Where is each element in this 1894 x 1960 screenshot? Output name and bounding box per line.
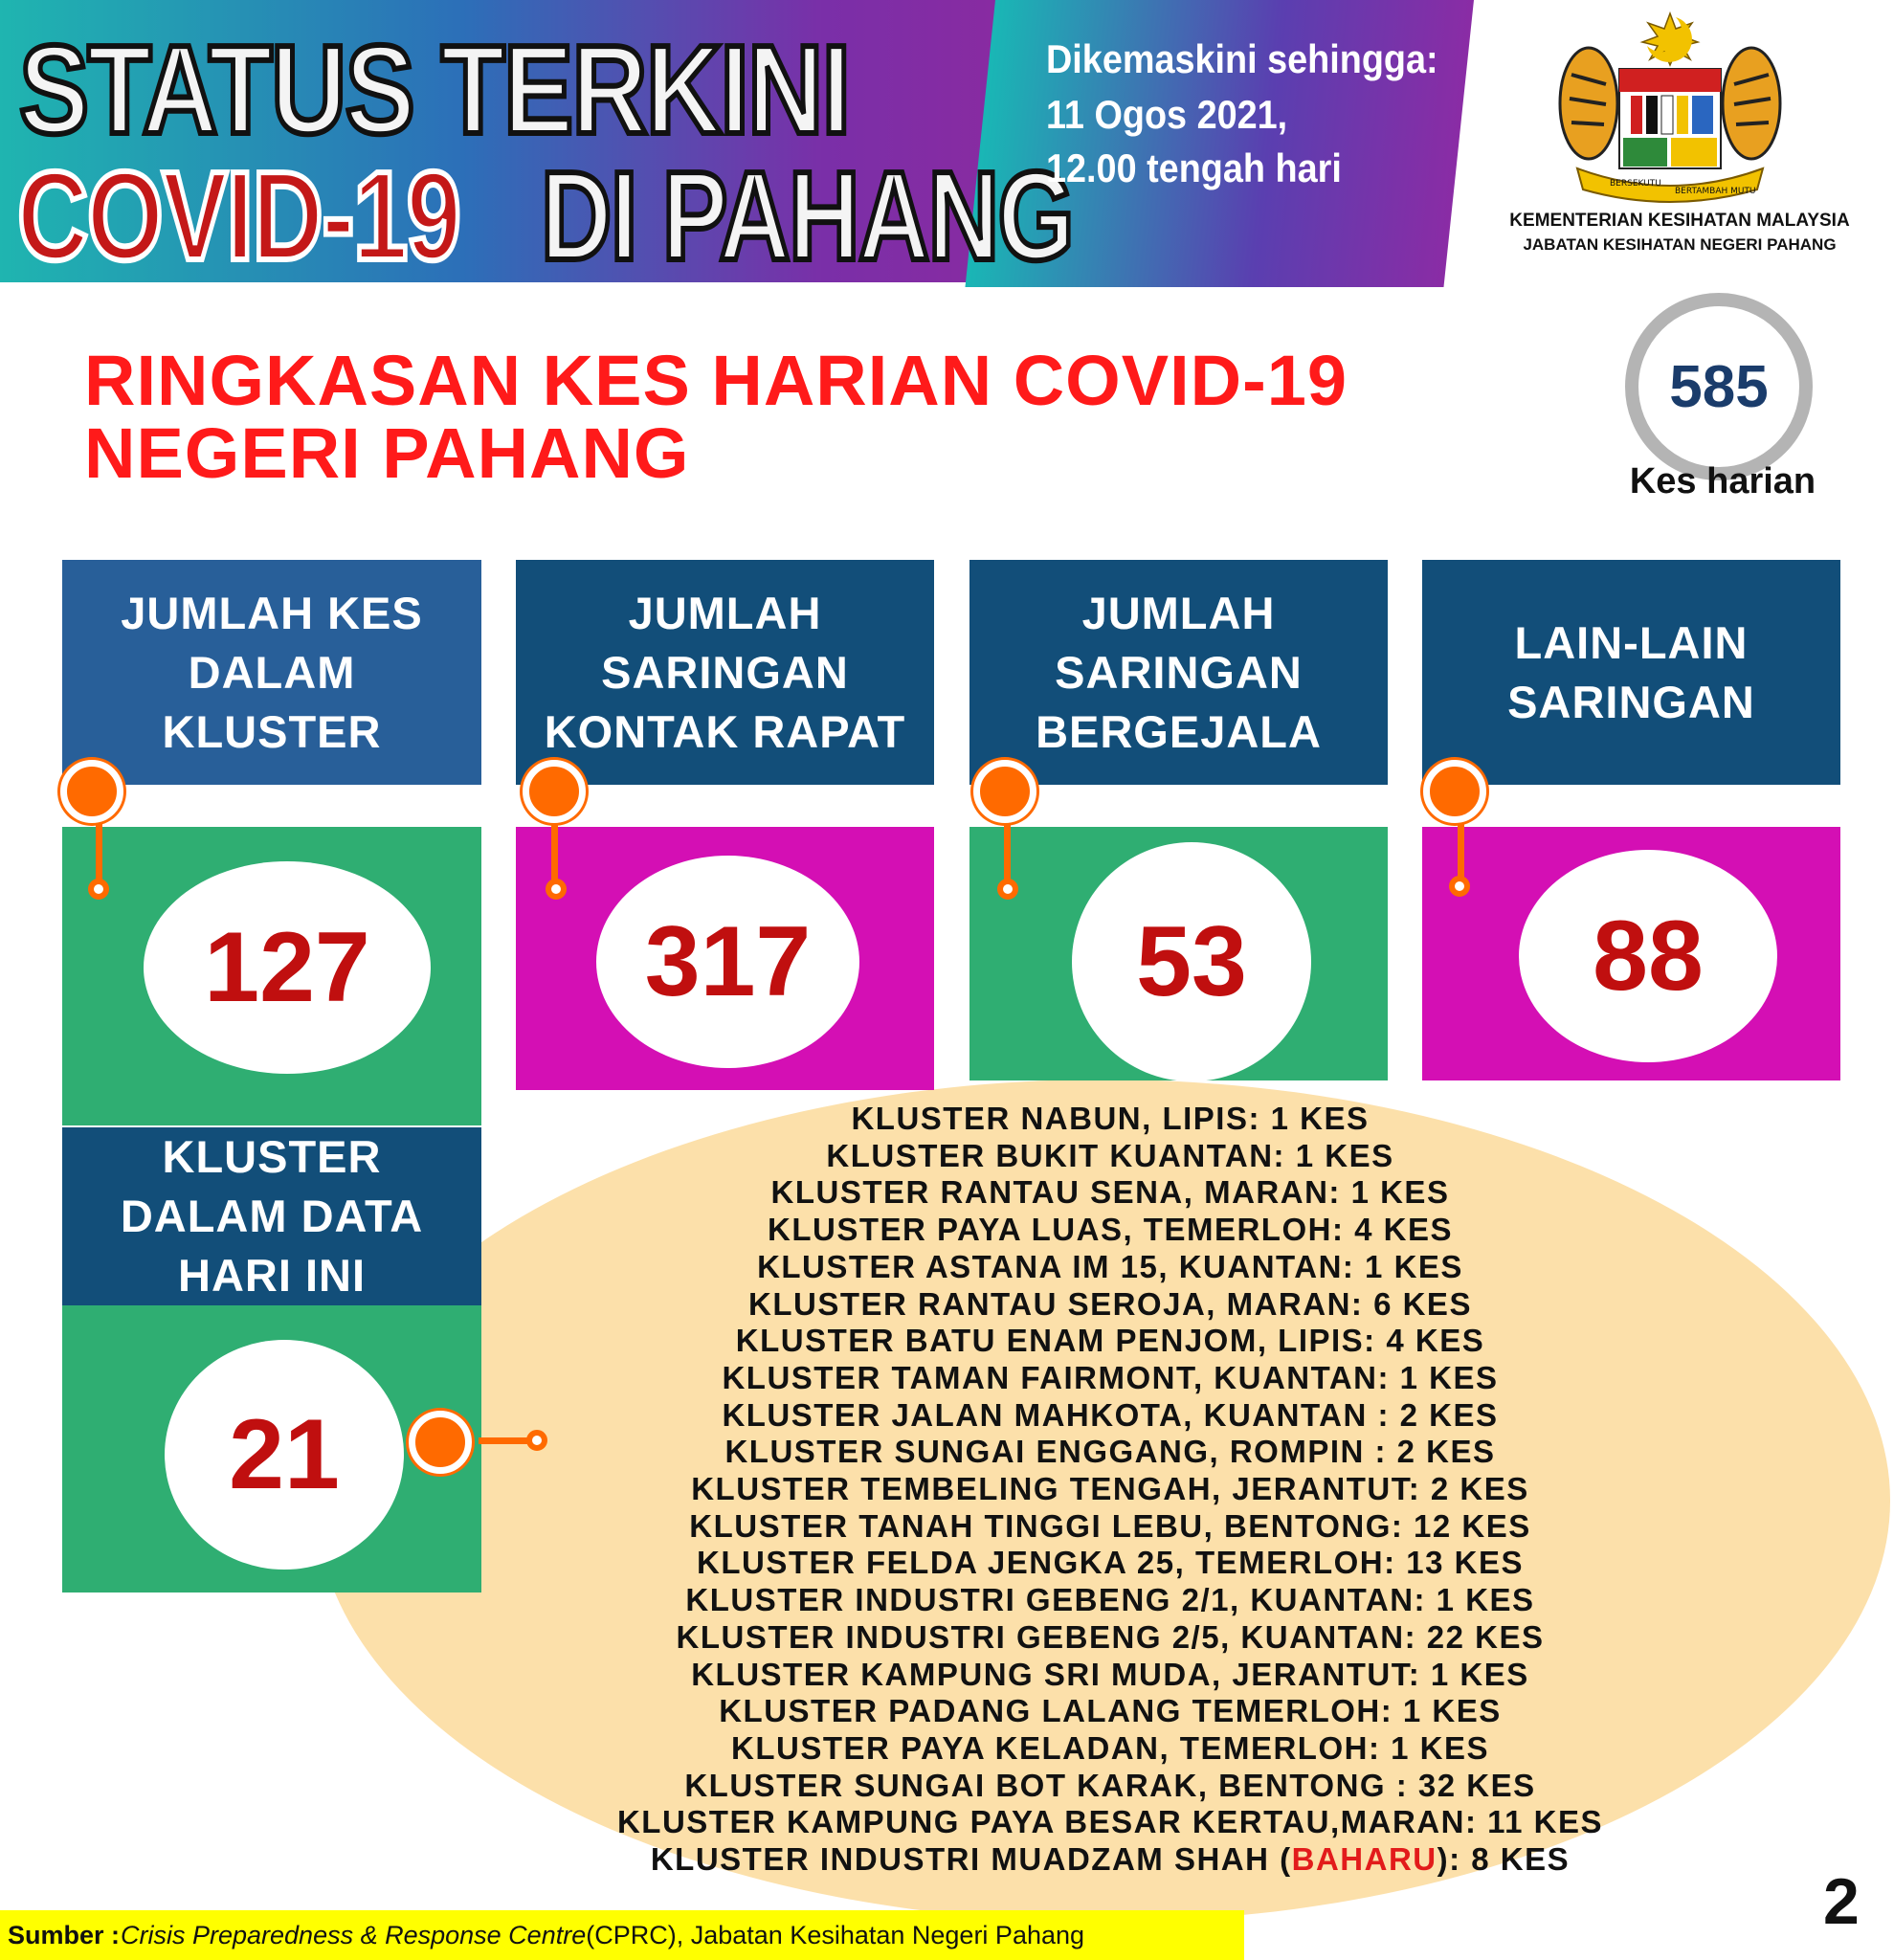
page-number: 2 bbox=[1823, 1865, 1860, 1938]
stat-header-line: HARI INI bbox=[178, 1250, 366, 1301]
list-item: KLUSTER JALAN MAHKOTA, KUANTAN : 2 KES bbox=[722, 1396, 1499, 1433]
list-item: KLUSTER RANTAU SENA, MARAN: 1 KES bbox=[770, 1174, 1450, 1211]
source-footer bbox=[0, 1910, 1244, 1960]
list-item: KLUSTER FELDA JENGKA 25, TEMERLOH: 13 KES bbox=[697, 1545, 1524, 1581]
pin-stem bbox=[1458, 823, 1464, 880]
new-cluster-badge: BAHARU bbox=[1291, 1841, 1437, 1878]
list-item: KLUSTER KAMPUNG SRI MUDA, JERANTUT: 1 KES bbox=[691, 1656, 1529, 1692]
stat-header-line: JUMLAH KES bbox=[121, 587, 423, 638]
stat-value-symptomatic bbox=[1072, 842, 1311, 1081]
stat-header-line: LAIN-LAIN bbox=[1514, 616, 1749, 668]
stat-value: 88 bbox=[1593, 900, 1704, 1012]
stat-header-line: SARINGAN bbox=[1055, 646, 1303, 698]
malaysia-coat-of-arms-icon bbox=[1550, 8, 1790, 204]
stat-value: 21 bbox=[229, 1398, 340, 1510]
stat-header-close-contact bbox=[516, 560, 934, 785]
stat-value-cluster-cases bbox=[144, 861, 431, 1074]
list-item-new bbox=[402, 1841, 1818, 1879]
pin-stem bbox=[1004, 823, 1011, 880]
banner-title-covid: COVID-19 bbox=[17, 145, 460, 286]
stat-header-line: JUMLAH bbox=[628, 587, 822, 638]
pin-stem bbox=[551, 823, 558, 880]
list-item: KLUSTER SUNGAI BOT KARAK, BENTONG : 32 KES bbox=[684, 1767, 1536, 1803]
daily-cases-ring bbox=[1625, 293, 1813, 480]
stat-value: 53 bbox=[1136, 905, 1247, 1017]
list-item: KLUSTER PADANG LALANG TEMERLOH: 1 KES bbox=[719, 1693, 1502, 1729]
list-item: KLUSTER PAYA KELADAN, TEMERLOH: 1 KES bbox=[731, 1729, 1489, 1766]
list-item: KLUSTER INDUSTRI GEBENG 2/5, KUANTAN: 22 KES bbox=[676, 1618, 1545, 1655]
stat-value: 317 bbox=[644, 905, 812, 1017]
updated-time: 12.00 tengah hari bbox=[1046, 145, 1342, 190]
updated-label: Dikemaskini sehingga: bbox=[1046, 36, 1438, 81]
updated-date: 11 Ogos 2021, bbox=[1046, 92, 1288, 137]
stat-header-line: DALAM DATA bbox=[120, 1191, 424, 1241]
stat-value: 127 bbox=[204, 911, 370, 1023]
daily-cases-value: 585 bbox=[1669, 353, 1769, 420]
headline-line1: RINGKASAN KES HARIAN COVID-19 bbox=[84, 341, 1348, 420]
cluster-list bbox=[402, 1101, 1818, 1879]
crest-motto-left: BERSEKUTU bbox=[1610, 179, 1661, 189]
stat-header-line: SARINGAN bbox=[1507, 676, 1755, 727]
stat-header-line: KLUSTER bbox=[162, 1131, 382, 1182]
pin-stem bbox=[96, 823, 102, 880]
list-item: KLUSTER KAMPUNG PAYA BESAR KERTAU,MARAN: 11 KES bbox=[616, 1804, 1604, 1840]
page-headline bbox=[84, 341, 1348, 493]
banner-title-place: DI PAHANG bbox=[541, 145, 1074, 286]
list-item: KLUSTER TANAH TINGGI LEBU, BENTONG: 12 KES bbox=[689, 1507, 1531, 1544]
ministry-name: KEMENTERIAN KESIHATAN MALAYSIA bbox=[1509, 211, 1850, 231]
headline-line2: NEGERI PAHANG bbox=[84, 413, 690, 493]
footer-source-name: Crisis Preparedness & Response Centre bbox=[121, 1920, 587, 1949]
list-item: KLUSTER SUNGAI ENGGANG, ROMPIN : 2 KES bbox=[724, 1434, 1496, 1470]
list-item: KLUSTER RANTAU SEROJA, MARAN: 6 KES bbox=[748, 1285, 1472, 1322]
stat-header-line: SARINGAN bbox=[601, 646, 849, 698]
pin-dot-icon bbox=[88, 879, 109, 900]
list-item: KLUSTER NABUN, LIPIS: 1 KES bbox=[851, 1101, 1370, 1136]
crest-motto-right: BERTAMBAH MUTU bbox=[1675, 187, 1756, 196]
pin-icon bbox=[1423, 760, 1486, 823]
list-item: KLUSTER BUKIT KUANTAN: 1 KES bbox=[826, 1137, 1394, 1173]
daily-cases-label: Kes harian bbox=[1629, 461, 1816, 501]
list-item: KLUSTER PAYA LUAS, TEMERLOH: 4 KES bbox=[768, 1212, 1453, 1248]
list-item: KLUSTER TEMBELING TENGAH, JERANTUT: 2 KES bbox=[691, 1471, 1529, 1507]
stat-header-symptomatic bbox=[969, 560, 1388, 785]
pin-icon bbox=[60, 760, 123, 823]
stat-header-line: KLUSTER bbox=[162, 705, 382, 757]
clusters-today-value bbox=[165, 1340, 404, 1570]
stat-header-line: JUMLAH bbox=[1081, 587, 1276, 638]
stat-header-line: DALAM bbox=[188, 646, 356, 698]
pin-icon bbox=[523, 760, 586, 823]
footer-label: Sumber : bbox=[8, 1920, 121, 1949]
pin-icon bbox=[973, 760, 1036, 823]
pin-dot-icon bbox=[1449, 876, 1470, 897]
stat-header-cluster-cases bbox=[62, 560, 481, 785]
stat-header-line: BERGEJALA bbox=[1036, 705, 1322, 757]
stat-value-other-screening bbox=[1519, 850, 1777, 1062]
stat-header-other-screening bbox=[1422, 560, 1840, 785]
list-item: KLUSTER ASTANA IM 15, KUANTAN: 1 KES bbox=[757, 1248, 1463, 1284]
stat-header-line: KONTAK RAPAT bbox=[544, 705, 906, 757]
list-item: KLUSTER INDUSTRI GEBENG 2/1, KUANTAN: 1 KES bbox=[685, 1582, 1535, 1618]
new-cluster-prefix: KLUSTER INDUSTRI MUADZAM SHAH ( bbox=[650, 1841, 1292, 1878]
list-item: KLUSTER TAMAN FAIRMONT, KUANTAN: 1 KES bbox=[722, 1359, 1499, 1395]
department-name: JABATAN KESIHATAN NEGERI PAHANG bbox=[1523, 235, 1837, 254]
new-cluster-suffix: ): 8 KES bbox=[1437, 1841, 1571, 1878]
list-item: KLUSTER BATU ENAM PENJOM, LIPIS: 4 KES bbox=[735, 1323, 1485, 1359]
pin-dot-icon bbox=[997, 879, 1018, 900]
footer-source-rest: (CPRC), Jabatan Kesihatan Negeri Pahang bbox=[586, 1920, 1085, 1949]
banner-title-line1: STATUS TERKINI bbox=[19, 19, 850, 160]
stat-value-close-contact bbox=[596, 856, 859, 1068]
pin-dot-icon bbox=[546, 879, 567, 900]
